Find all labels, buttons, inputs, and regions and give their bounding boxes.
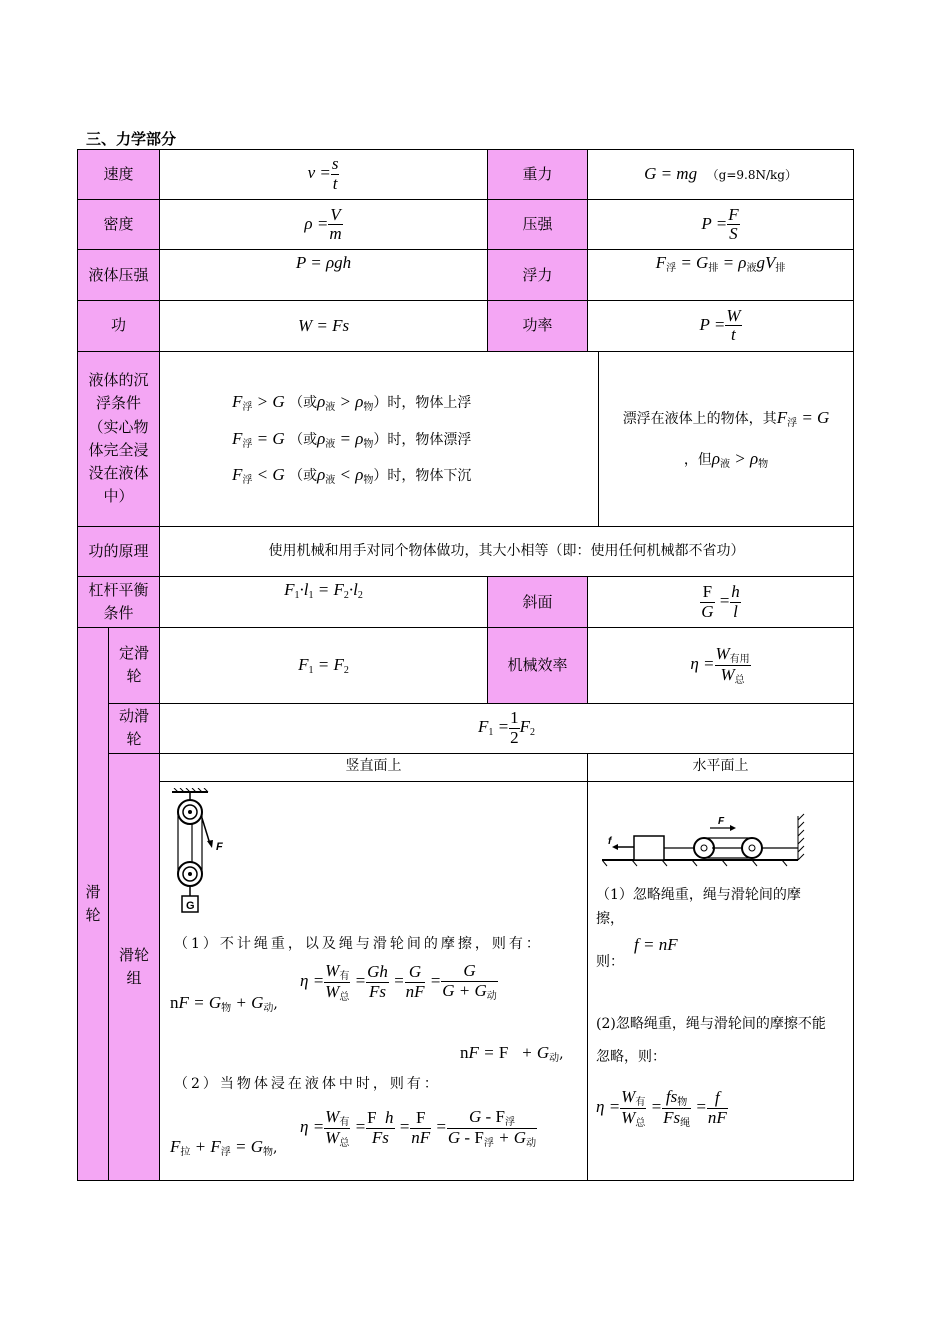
efficiency-label: 机械效率 [488,628,588,703]
or-close-1: ） [373,395,388,412]
sink-text: 时，物体下沉 [387,468,472,485]
horizontal-case1-text: （1）忽略绳重，绳与滑轮间的摩擦， [596,886,801,927]
liquid-pressure-formula: P = ρgh [160,250,488,301]
incline-label: 斜面 [488,577,588,628]
horizontal-case2-text: (2)忽略绳重，绳与滑轮间的摩擦不能忽略，则： [596,1015,826,1066]
power-formula: P = $\frac{W}{t}$ [588,301,854,351]
fixed-pulley-formula: $F_1 = F_2$ [160,628,488,703]
mechanics-formula-table [77,149,854,1181]
sink-float-label: 液体的沉浮条件（实心物体完全浸没在液体中） [78,351,160,527]
incline-formula: $\frac{F}{G}$ = $\frac{h}{l}$ [588,577,854,628]
gravity-label: 重力 [488,150,588,200]
vertical-header: 竖直面上 [160,753,588,781]
density-formula: ρ = $\frac{V}{m}$ [160,200,488,250]
pulley-block-label: 滑轮组 [109,753,160,1180]
vertical-case1-text: （1）不计绳重，以及绳与滑轮间的摩擦，则有： [174,935,543,952]
horizontal-header: 水平面上 [588,753,854,781]
density-label: 密度 [78,200,160,250]
horizontal-case2-formula: η = $W_有$ $W_总$ = $fs_物$ $Fs_绳$ = $\frac{f}{nF}$ [596,1086,727,1129]
buoyancy-formula: $F_浮 = G_排 = \rho_液gV_排$ [588,250,854,301]
float-text: 时，物体漂浮 [387,431,472,448]
sink-condition: $F_浮 < G$ （或$\rho_液 < \rho_物$）时，物体下沉 [232,465,472,487]
rise-text: 时，物体上浮 [387,395,472,412]
vertical-nf-formula: nF = $G_物 + G_动$, [170,992,278,1014]
vertical-case2-text: （2）当物体浸在液体中时，则有： [174,1075,441,1092]
vertical-nf-formula-2: nF = $F + G_动$, [460,1042,564,1064]
speed-label: 速度 [78,150,160,200]
float-note: 漂浮在液体上的物体，其$F_浮 = G$ ，但$\rho_液 > \rho_物$ [599,351,854,527]
or-open-1: （或 [289,395,318,412]
work-formula: W = Fs [160,301,488,351]
rise-condition: $F_浮 > G$ （或$\rho_液 > \rho_物$）时，物体上浮 [232,392,472,414]
vertical-tension-formula: $F_拉 + F_浮 = G_物$, [170,1136,278,1158]
vertical-immersed-efficiency-formula: η = $W_有$ $W_总$ = $\frac{\text{F h}}{Fs}$ = $\frac{F}{nF}$ = G - $F_浮$ $G - F_浮 + G_动$ [300,1106,537,1149]
movable-pulley-label: 动滑轮 [109,703,160,753]
lever-formula: $F_1\cdot l_1 = F_2\cdot l_2$ [160,577,488,628]
vertical-panel [160,781,588,1180]
float-note-a: 漂浮在液体上的物体，其 [622,411,777,428]
float-note-b: ，但 [683,451,712,468]
liquid-pressure-label: 液体压强 [78,250,160,301]
or-close-2: ） [373,431,388,448]
lever-label: 杠杆平衡条件 [78,577,160,628]
horizontal-pulley-diagram [602,812,812,872]
efficiency-formula: η = $W_{有用}$ $W_总$ [588,628,854,703]
work-principle-text: 使用机械和用手对同个物体做功，其大小相等（即：使用任何机械都不省功） [160,527,854,577]
pressure-formula: P = $\frac{F}{S}$ [588,200,854,250]
or-open-3: （或 [289,468,318,485]
power-label: 功率 [488,301,588,351]
section-title: 三、力学部分 [86,130,177,148]
pressure-label: 压强 [488,200,588,250]
vertical-efficiency-formula: η = $W_有$ $W_总$ = $\frac{Gh}{Fs}$ = $\frac{G}{nF}$ = G $G + G_动$ [300,960,497,1003]
sink-float-conditions [160,351,599,527]
vertical-force-label: F [216,840,223,853]
gravity-note: （g=9.8N/kg） [706,168,797,183]
gravity-formula: G = mg （g=9.8N/kg） [588,150,854,200]
speed-formula: v = $\frac{s}{t}$ [160,150,488,200]
movable-pulley-formula: $F_1$ = $\frac{1}{2}$ $F_2$ [160,703,854,753]
horizontal-case1-formula: f = nF [634,934,678,954]
work-principle-label: 功的原理 [78,527,160,577]
pulley-label: 滑轮 [78,628,109,1181]
vertical-pulley-diagram [168,788,230,916]
buoyancy-label: 浮力 [488,250,588,301]
float-condition: $F_浮 = G$ （或$\rho_液 = \rho_物$）时，物体漂浮 [232,428,472,450]
horizontal-friction-label: f [608,835,612,847]
fixed-pulley-label: 定滑轮 [109,628,160,703]
horizontal-panel [588,781,854,1180]
horizontal-force-label: F [718,815,725,827]
or-open-2: （或 [289,431,318,448]
horizontal-then1: 则： [596,953,625,970]
or-close-3: ） [373,468,388,485]
work-label: 功 [78,301,160,351]
vertical-weight-label: G [186,899,195,912]
